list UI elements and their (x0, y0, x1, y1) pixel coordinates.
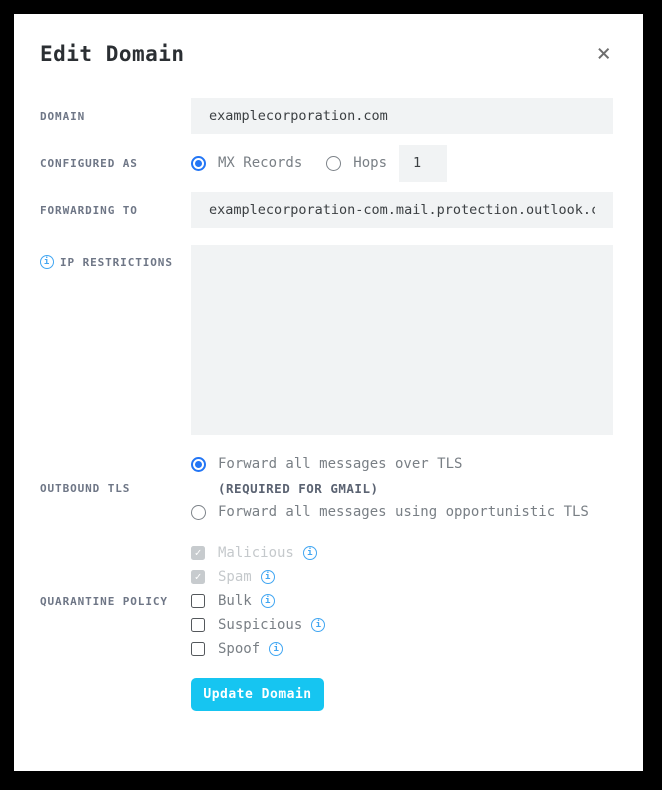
tls-required-note: (REQUIRED FOR GMAIL) (218, 480, 379, 496)
bulk-checkbox[interactable] (191, 594, 205, 608)
close-icon[interactable]: × (596, 39, 611, 67)
edit-domain-modal (14, 14, 643, 771)
quarantine-option-spoof (191, 637, 613, 661)
domain-label: DOMAIN (40, 109, 86, 123)
info-icon[interactable]: i (40, 255, 54, 269)
suspicious-checkbox-label[interactable]: Suspicious (218, 617, 303, 633)
page-title: Edit Domain (40, 42, 185, 66)
forwarding-to-input[interactable] (191, 192, 613, 228)
tls-required-option (191, 452, 613, 476)
ip-restrictions-row (40, 245, 613, 435)
quarantine-option-spam (191, 565, 613, 589)
info-icon[interactable]: i (261, 594, 275, 608)
info-icon[interactable]: i (311, 618, 325, 632)
spoof-checkbox-label[interactable]: Spoof (218, 641, 261, 657)
quarantine-option-suspicious (191, 613, 613, 637)
malicious-checkbox-label: Malicious (218, 545, 294, 561)
info-icon[interactable]: i (303, 546, 317, 560)
mx-records-radio-label[interactable]: MX Records (218, 155, 303, 171)
quarantine-policy-row (40, 541, 613, 661)
spoof-checkbox[interactable] (191, 642, 205, 656)
tls-required-radio[interactable] (191, 457, 206, 472)
outbound-tls-row (40, 452, 613, 524)
domain-row (40, 98, 613, 134)
configured-as-row (40, 151, 613, 175)
quarantine-option-malicious (191, 541, 613, 565)
spam-checkbox (191, 570, 205, 584)
tls-required-radio-label[interactable]: Forward all messages over TLS (218, 456, 463, 472)
modal-header (40, 39, 613, 67)
quarantine-option-bulk (191, 589, 613, 613)
quarantine-policy-label: QUARANTINE POLICY (40, 594, 168, 608)
tls-opportunistic-radio[interactable] (191, 505, 206, 520)
bulk-checkbox-label[interactable]: Bulk (218, 593, 252, 609)
mx-records-radio[interactable] (191, 156, 206, 171)
hops-radio-label[interactable]: Hops (353, 155, 388, 171)
tls-opportunistic-option (191, 500, 613, 524)
info-icon[interactable]: i (261, 570, 275, 584)
outbound-tls-label: OUTBOUND TLS (40, 481, 131, 495)
ip-restrictions-label: IP RESTRICTIONS (60, 255, 173, 269)
forwarding-to-row (40, 192, 613, 228)
update-domain-button[interactable]: Update Domain (191, 678, 324, 711)
info-icon[interactable]: i (269, 642, 283, 656)
domain-input[interactable] (191, 98, 613, 134)
hops-count-input[interactable] (399, 145, 447, 182)
edit-domain-form (40, 98, 613, 711)
action-row (40, 678, 613, 711)
configured-as-label: CONFIGURED AS (40, 156, 138, 170)
tls-opportunistic-radio-label[interactable]: Forward all messages using opportunistic TLS (218, 504, 589, 520)
forwarding-to-label: FORWARDING TO (40, 203, 138, 217)
suspicious-checkbox[interactable] (191, 618, 205, 632)
ip-restrictions-textarea[interactable] (191, 245, 613, 435)
malicious-checkbox (191, 546, 205, 560)
hops-radio[interactable] (326, 156, 341, 171)
spam-checkbox-label: Spam (218, 569, 252, 585)
